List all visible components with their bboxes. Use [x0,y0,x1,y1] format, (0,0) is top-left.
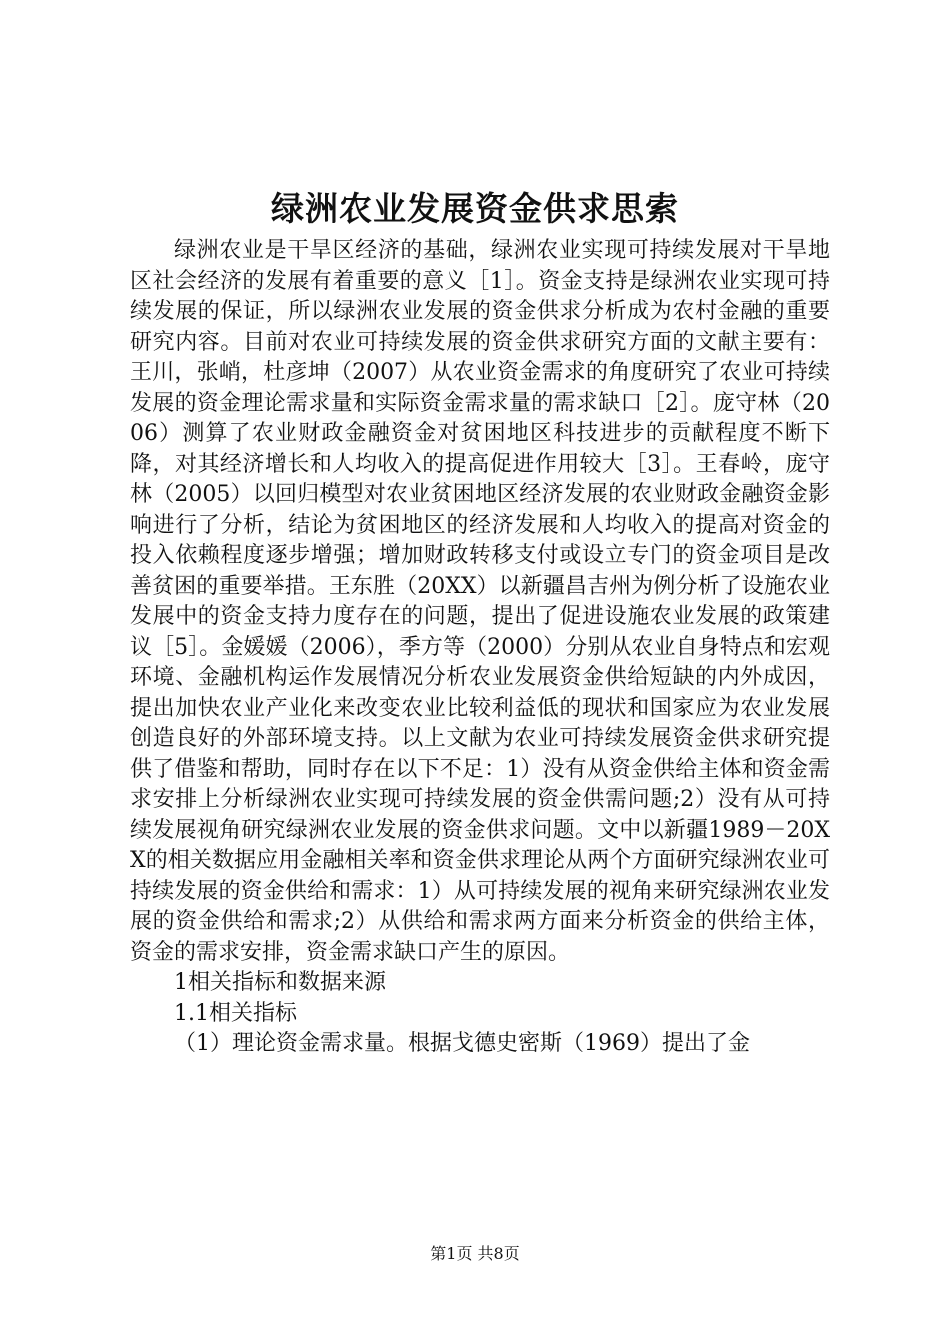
subsection-heading: 1.1相关指标 [174,1000,297,1026]
document-body [130,236,830,1060]
body-paragraph: 绿洲农业是干旱区经济的基础，绿洲农业实现可持续发展对干旱地区社会经济的发展有着重要的意义［1］。资金支持是绿洲农业实现可持续发展的保证，所以绿洲农业发展的资金供求分析成为农村金融的重要研究内容。目前对农业可持续发展的资金供求研究方面的文献主要有：王川，张峭，杜彦坤（2007）从农业资金需求的角度研究了农业可持续发展的资金理论需求量和实际资金需求量的需求缺口［2］。庞守林（2006）测算了农业财政金融资金对贫困地区科技进步的贡献程度不断下降，对其经济增长和人均收入的提高促进作用较大［3］。王春岭，庞守林（2005）以回归模型对农业贫困地区经济发展的农业财政金融资金影响进行了分析，结论为贫困地区的经济发展和人均收入的提高对资金的投入依赖程度逐步增强；增加财政转移支付或设立专门的资金项目是改善贫困的重要举措。王东胜（20XX）以新疆昌吉州为例分析了设施农业发展中的资金支持力度存在的问题，提出了促进设施农业发展的政策建议［5］。金媛媛（2006），季方等（2000）分别从农业自身特点和宏观环境、金融机构运作发展情况分析农业发展资金供给短缺的内外成因，提出加快农业产业化来改变农业比较利益低的现状和国家应为农业发展创造良好的外部环境支持。以上文献为农业可持续发展资金供求研究提供了借鉴和帮助，同时存在以下不足：1）没有从资金供给主体和资金需求安排上分析绿洲农业实现可持续发展的资金供需问题;2）没有从可持续发展视角研究绿洲农业发展的资金供求问题。文中以新疆1989－20XX的相关数据应用金融相关率和资金供求理论从两个方面研究绿洲农业可持续发展的资金供给和需求：1）从可持续发展的视角来研究绿洲农业发展的资金供给和需求;2）从供给和需求两方面来分析资金的供给主体，资金的需求安排，资金需求缺口产生的原因。 [130,238,830,965]
page-footer: 第1页 共8页 [430,1244,520,1263]
body-paragraph-last: （1）理论资金需求量。根据戈德史密斯（1969）提出了金 [174,1031,750,1056]
document-title: 绿洲农业发展资金供求思索 [271,189,679,228]
section-heading: 1相关指标和数据来源 [174,970,386,995]
